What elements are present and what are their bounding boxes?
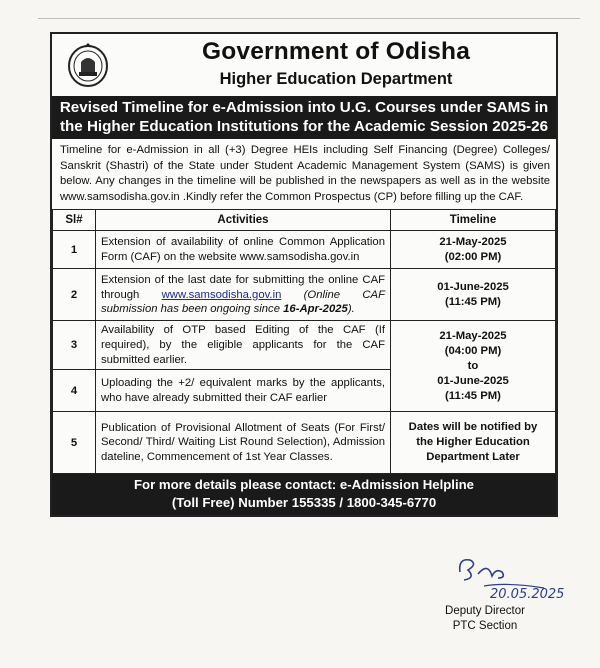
row-sl: 2 [53,269,96,321]
timeline-time: (02:00 PM) [444,250,502,263]
table-row [53,269,556,321]
row-activity [96,269,391,321]
row-timeline [391,269,556,321]
odisha-emblem-icon [66,42,110,88]
row-sl: 5 [53,412,96,474]
activity-note-end: ). [347,303,355,316]
activity-text: Extension of the last date for submitting the online CAF through [101,273,385,301]
col-header-activities: Activities [96,210,391,231]
row-sl: 3 [53,321,96,370]
signature-image [448,552,588,610]
row-sl: 4 [53,370,96,412]
row-timeline: Dates will be notified by the Higher Education Department Later [391,412,556,474]
signatory-designation: Deputy Director [445,605,525,617]
timeline-table [52,209,556,474]
timeline-start-time: (04:00 PM) [444,344,502,357]
top-rule [38,18,580,19]
activity-note: (Online CAF submission has been ongoing since [101,288,385,316]
row-activity: Availability of OTP based Editing of the CAF (If required), by the eligible applicants for the CAF submitted earlier. [96,321,391,370]
helpline-line-1: For more details please contact: e-Admission Helpline [133,477,475,493]
activity-note-date: 16-Apr-2025 [283,303,348,316]
banner-line-2: the Higher Education Institutions for the Academic Session 2025-26 [59,118,549,135]
row-sl: 1 [53,231,96,269]
table-header-row [53,210,556,231]
table-row [53,321,556,370]
banner-line-1: Revised Timeline for e-Admission into U.G. Courses under SAMS in [59,99,549,116]
row-activity: Uploading the +2/ equivalent marks by the applicants, who have already submitted their CAF earlier [96,370,391,412]
department-title: Higher Education Department [219,70,453,88]
col-header-timeline: Timeline [391,210,556,231]
timeline-end-time: (11:45 PM) [445,389,501,402]
notice-title-banner [52,96,556,139]
timeline-start-date: 21-May-2025 [439,329,507,342]
table-row [53,231,556,269]
timeline-date: 01-June-2025 [437,280,509,293]
notice-document [50,32,558,517]
helpline-line-2: (Toll Free) Number 155335 / 1800-345-6770 [171,495,437,511]
table-row [53,412,556,474]
timeline-end-date: 01-June-2025 [437,374,509,387]
government-title: Government of Odisha [201,38,471,65]
signatory-section: PTC Section [452,619,518,632]
signatory-block [400,604,570,633]
letterhead [52,34,556,96]
row-timeline [391,231,556,269]
timeline-date: 21-May-2025 [439,235,507,248]
website-link[interactable]: www.samsodisha.gov.in [161,288,282,301]
helpline-banner [52,474,556,515]
col-header-sl: Sl# [53,210,96,231]
intro-paragraph: Timeline for e-Admission in all (+3) Degree HEIs including Self Financing (Degree) Colleges/ Sanskrit (Shastri) of the State under Student Academic Management System (SAMS) is given below. Any changes in the timeline will be published in the newspapers as well as in the website www.samsodisha.gov.in .Kindly refer the Common Prospectus (CP) before filling up the CAF. [60,144,550,203]
row-activity: Extension of availability of online Common Application Form (CAF) on the website www.samsodisha.gov.in [96,231,391,269]
merged-timeline [391,321,556,412]
timeline-to: to [467,359,479,372]
signature-date: 20.05.2025 [490,587,565,602]
row-activity: Publication of Provisional Allotment of Seats (For First/ Second/ Third/ Waiting List Round Selection), Admission dateline, Commencement of 1st Year Classes. [96,412,391,474]
timeline-time: (11:45 PM) [445,295,501,308]
